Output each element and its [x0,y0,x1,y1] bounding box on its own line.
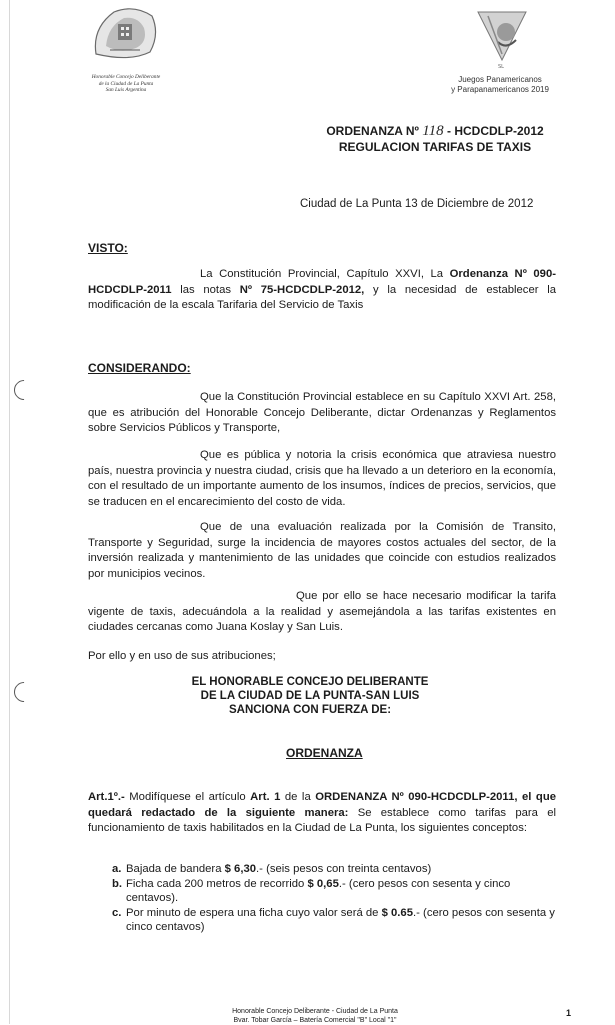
sanciona-line: EL HONORABLE CONCEJO DELIBERANTE [160,675,460,689]
footer-line: Honorable Concejo Deliberante - Ciudad de La Punta [200,1008,430,1017]
article-1-paragraph [88,790,556,837]
footer-line: Bvar. Tobar García – Batería Comercial "B" Local "1" [200,1017,430,1025]
panamerican-games-logo [476,10,528,72]
article-redaction-clause: , el que quedará redactado de la siguiente manera: [88,791,556,819]
visto-note-ref: Nº 75-HCDCDLP-2012, [240,284,365,296]
games-caption-line: Juegos Panamericanos [430,75,570,85]
council-caption-line: San Luis Argentina [80,87,172,94]
ordinance-subject: REGULACION TARIFAS DE TAXIS [300,140,570,154]
item-letter: a. [112,862,126,877]
council-caption-line: Honorable Concejo Deliberante [80,74,172,81]
article-label: Art.1º.- [88,791,125,803]
ordinance-suffix: - HCDCDLP-2012 [447,124,544,138]
council-caption-line: de la Ciudad de La Punta [80,81,172,88]
visto-text: y la necesidad de establecer la modificación de la escala Tarifaria del Servicio de Taxis [88,284,556,312]
item-amount: $ 0.65 [382,907,413,919]
tariff-list [112,862,562,935]
visto-text: las notas [172,284,240,296]
ordenanza-heading: ORDENANZA [286,746,363,760]
sanciona-line: DE LA CIUDAD DE LA PUNTA-SAN LUIS [160,689,460,703]
footer [200,1008,430,1025]
item-desc: Ficha cada 200 metros de recorrido [126,878,307,890]
visto-paragraph [88,267,556,314]
council-seal-logo [90,6,160,62]
sanciona-block [160,675,460,717]
item-text [126,877,562,906]
item-letter: b. [112,877,126,906]
item-amount: $ 0,65 [307,878,338,890]
item-desc: Por minuto de espera una ficha cuyo valor será de [126,907,382,919]
item-letter: c. [112,906,126,935]
item-amount: $ 6,30 [225,863,256,875]
considerando-paragraph-4: Que por ello se hace necesario modificar la tarifa vigente de taxis, adecuándola a la realidad y asemejándola a las tarifas existentes en ciudades cercanas como Juana Koslay y San Luis. [88,589,556,636]
article-text: Se establece como tarifas para el funcionamiento de taxis habilitados en la Ciudad de La Punta, los siguientes conceptos: [88,807,556,835]
considerando-paragraph-1: Que la Constitución Provincial establece en su Capítulo XXVI Art. 258, que es atribución del Honorable Concejo Deliberante, dictar Ordenanzas y Reglamentos sobre Servicios Públicos y Transporte, [88,390,556,437]
list-item [112,906,562,935]
article-ordinance-ref: ORDENANZA Nº 090-HCDCDLP-2011 [315,791,514,803]
item-text [126,906,562,935]
list-item [112,862,562,877]
item-words: .- (seis pesos con treinta centavos) [256,863,431,875]
item-text [126,862,562,877]
ordinance-prefix: ORDENANZA Nº [326,124,419,138]
handwritten-ordinance-number: 118 [422,123,443,139]
visto-heading: VISTO: [88,241,128,255]
sanciona-line: SANCIONA CON FUERZA DE: [160,703,460,717]
date-line: Ciudad de La Punta 13 de Diciembre de 2012 [300,198,533,210]
council-caption [80,74,172,94]
considerando-heading: CONSIDERANDO: [88,361,191,375]
article-text: Modifíquese el artículo [125,791,250,803]
list-item [112,877,562,906]
punch-hole-mark [10,376,38,404]
scan-margin-line [9,0,10,1024]
article-text: de la [280,791,315,803]
visto-text: La Constitución Provincial, Capítulo XXVI, La [200,268,450,280]
ordinance-number-title [300,124,570,138]
article-ref: Art. 1 [250,791,280,803]
punch-hole-mark [10,678,38,706]
games-caption-line: y Parapanamericanos 2019 [430,85,570,95]
visto-ordinance-ref: Ordenanza Nº 090-HCDCDLP-2011 [88,268,556,296]
page-number: 1 [566,1008,571,1018]
considerando-closing: Por ello y en uso de sus atribuciones; [88,649,556,665]
svg-text:SL: SL [498,64,504,70]
considerando-paragraph-2: Que es pública y notoria la crisis económica que atraviesa nuestro país, nuestra provincia y nuestra ciudad, crisis que ha llevado a un deterioro en la economía, con el resultado de un importante aumento de los insumos, índices de precios, servicios, que se traducen en el encarecimiento del costo de vida. [88,448,556,510]
considerando-paragraph-3: Que de una evaluación realizada por la Comisión de Transito, Transporte y Seguridad, surge la incidencia de mayores costos actuales del sector, de la inversión realizada y mantenimiento de las unidades que coincide con estudios realizados por municipios vecinos. [88,520,556,582]
item-words: .- (cero pesos con sesenta y cinco centavos) [126,907,555,934]
games-caption [430,75,570,94]
item-words: .- (cero pesos con sesenta y cinco centavos). [126,878,510,905]
item-desc: Bajada de bandera [126,863,225,875]
